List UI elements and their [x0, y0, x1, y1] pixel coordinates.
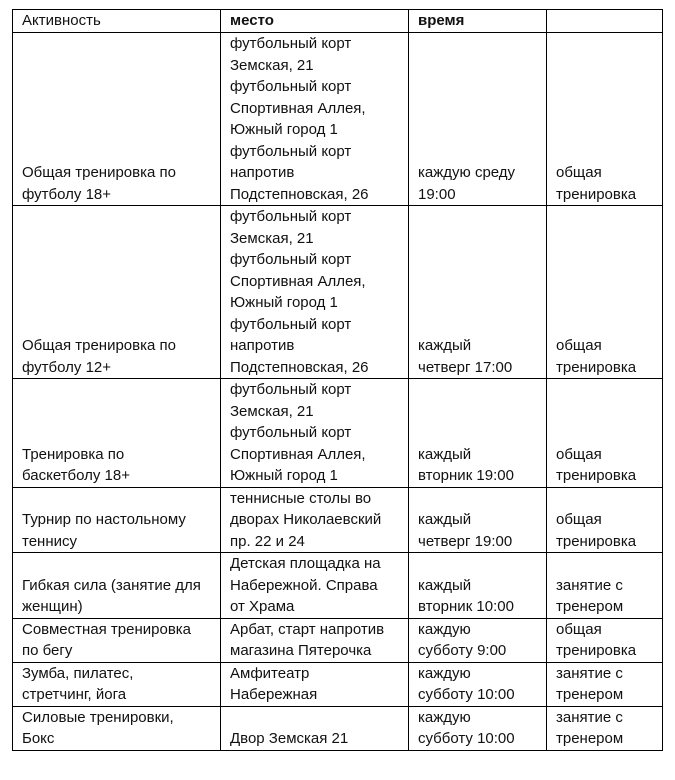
table-row	[13, 618, 663, 662]
place-line: от Храма	[230, 598, 295, 615]
activity-cell-text: Совместная тренировка по бегу	[22, 620, 192, 659]
type-cell-text: общая тренировка	[556, 337, 637, 376]
time-cell-text: каждую среду 19:00	[418, 164, 516, 203]
place-line: Подстепновская, 26	[230, 185, 369, 203]
schedule-document	[12, 9, 663, 751]
place-line: Земская, 21	[230, 56, 314, 74]
type-cell	[547, 487, 663, 553]
place-line: Арбат, старт напротив	[230, 620, 385, 638]
place-line: Подстепновская, 26	[230, 358, 369, 376]
place-line: Двор Земская 21	[230, 730, 349, 747]
table-row	[13, 379, 663, 488]
table-row	[13, 487, 663, 553]
place-cell	[221, 553, 409, 619]
place-line: напротив	[230, 164, 295, 181]
time-cell	[409, 379, 547, 488]
place-line: футбольный корт	[230, 78, 352, 95]
time-cell	[409, 706, 547, 750]
place-line: теннисные столы во	[230, 489, 372, 507]
activity-cell	[13, 206, 221, 379]
table-body	[13, 33, 663, 751]
time-cell-text: каждый вторник 19:00	[418, 445, 514, 484]
table-row	[13, 706, 663, 750]
activity-cell	[13, 706, 221, 750]
table-row	[13, 33, 663, 206]
table-row	[13, 553, 663, 619]
type-cell-text: общая тренировка	[556, 511, 637, 550]
activity-cell	[13, 33, 221, 206]
time-cell	[409, 487, 547, 553]
place-line: Спортивная Аллея,	[230, 445, 366, 463]
place-line: Южный город 1	[230, 121, 338, 138]
place-cell	[221, 487, 409, 553]
activity-cell	[13, 553, 221, 619]
place-line: напротив	[230, 337, 295, 354]
type-cell-text: общая тренировка	[556, 164, 637, 203]
place-cell	[221, 618, 409, 662]
place-line: дворах Николаевский	[230, 511, 382, 528]
activity-cell-text: Общая тренировка по футболу 12+	[22, 337, 176, 376]
time-cell-text: каждую субботу 10:00	[418, 664, 515, 703]
place-line: Спортивная Аллея,	[230, 99, 366, 117]
place-cell	[221, 379, 409, 488]
place-line: Земская, 21	[230, 402, 314, 420]
activity-cell-text: Зумба, пилатес, стретчинг, йога	[22, 664, 134, 703]
activity-cell-text: Турнир по настольному теннису	[22, 511, 186, 550]
activity-cell-text: Тренировка по баскетболу 18+	[22, 445, 131, 484]
place-line: Южный город 1	[230, 467, 338, 484]
activity-cell	[13, 618, 221, 662]
type-cell-text: занятие с тренером	[556, 708, 624, 747]
type-cell	[547, 553, 663, 619]
time-cell	[409, 553, 547, 619]
time-cell	[409, 33, 547, 206]
header-type	[547, 10, 663, 33]
place-line: футбольный корт	[230, 208, 352, 225]
type-cell	[547, 618, 663, 662]
table-row	[13, 662, 663, 706]
type-cell	[547, 33, 663, 206]
place-line: Набережная	[230, 686, 318, 703]
type-cell	[547, 206, 663, 379]
place-line: Земская, 21	[230, 229, 314, 247]
time-cell	[409, 206, 547, 379]
activity-cell	[13, 662, 221, 706]
time-cell-text: каждый четверг 19:00	[418, 511, 513, 550]
place-line: футбольный корт	[230, 381, 352, 398]
place-line: футбольный корт	[230, 251, 352, 268]
place-line: футбольный корт	[230, 424, 352, 441]
place-line: футбольный корт	[230, 315, 352, 333]
type-cell-text: общая тренировка	[556, 620, 637, 659]
table-row	[13, 206, 663, 379]
time-cell	[409, 662, 547, 706]
type-cell	[547, 379, 663, 488]
place-line: Детская площадка на	[230, 555, 381, 572]
activity-cell	[13, 487, 221, 553]
type-cell-text: занятие с тренером	[556, 576, 624, 615]
activities-table	[12, 9, 663, 751]
time-cell-text: каждый четверг 17:00	[418, 337, 513, 376]
place-line: футбольный корт	[230, 142, 352, 160]
header-place: место	[221, 10, 409, 33]
header-row	[13, 10, 663, 33]
type-cell	[547, 706, 663, 750]
type-cell	[547, 662, 663, 706]
activity-cell	[13, 379, 221, 488]
type-cell-text: общая тренировка	[556, 445, 637, 484]
place-cell	[221, 33, 409, 206]
time-cell-text: каждый вторник 10:00	[418, 576, 514, 615]
place-line: Амфитеатр	[230, 664, 310, 682]
time-cell	[409, 618, 547, 662]
place-cell	[221, 206, 409, 379]
header-time: время	[409, 10, 547, 33]
place-line: магазина Пятерочка	[230, 642, 372, 659]
place-cell	[221, 706, 409, 750]
time-cell-text: каждую субботу 9:00	[418, 620, 507, 659]
header-activity: Активность	[13, 10, 221, 33]
place-line: пр. 22 и 24	[230, 532, 305, 550]
time-cell-text: каждую субботу 10:00	[418, 708, 515, 747]
place-line: Набережной. Справа	[230, 576, 378, 594]
place-cell	[221, 662, 409, 706]
place-line: футбольный корт	[230, 35, 352, 52]
activity-cell-text: Гибкая сила (занятие для женщин)	[22, 576, 201, 615]
type-cell-text: занятие с тренером	[556, 664, 624, 703]
activity-cell-text: Силовые тренировки, Бокс	[22, 708, 174, 747]
place-line: Спортивная Аллея,	[230, 272, 366, 290]
place-line: Южный город 1	[230, 294, 338, 311]
activity-cell-text: Общая тренировка по футболу 18+	[22, 164, 176, 203]
